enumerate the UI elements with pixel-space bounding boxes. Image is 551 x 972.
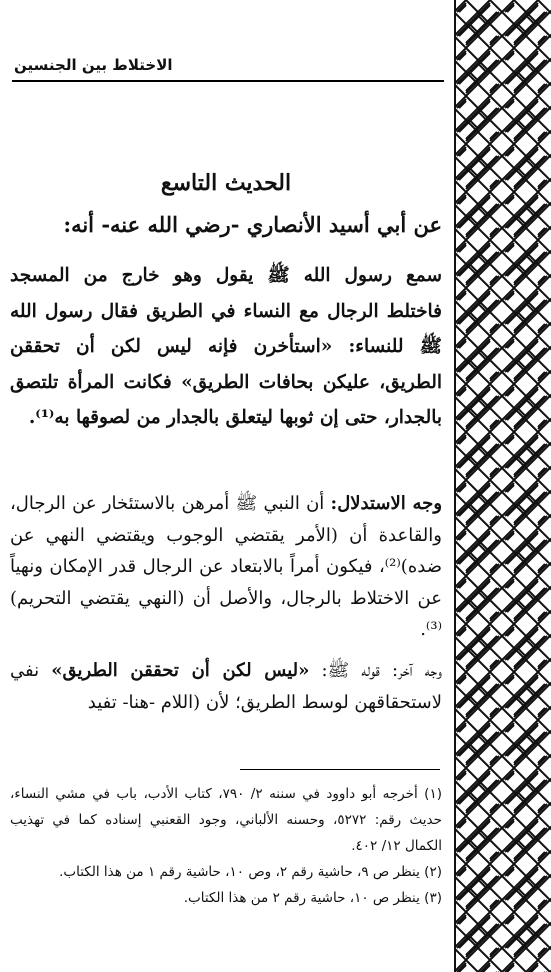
chapter-title: الحديث التاسع — [160, 170, 292, 196]
footnotes — [10, 781, 442, 911]
second-aspect-quote: «ليس لكن أن تحققن الطريق» — [51, 660, 310, 681]
header-rule — [12, 80, 444, 82]
footnote-rule — [240, 769, 440, 770]
narrator-line: عن أبي أسيد الأنصاري -رضي الله عنه- أنه: — [63, 212, 442, 237]
second-aspect-lead: وجه آخر: قوله ﷺ: — [309, 660, 442, 681]
inference-paragraph — [10, 488, 442, 646]
second-aspect-body: نفي لاستحقاقهن لوسط الطريق؛ لأن (اللام -هنا- تفيد — [10, 660, 442, 713]
footnote-3: (٣) ينظر ص ١٠، حاشية رقم ٢ من هذا الكتاب. — [183, 890, 442, 906]
inference-body: أن النبي ﷺ أمرهن بالاستئخار عن الرجال، والقاعدة أن (الأمر يقتضي الوجوب ويقتضي النهي عن ضده)⁽²⁾، فيكون أمراً بالابتعاد عن الرجال قدر الإمكان ونهياً عن الاختلاط بالرجال، والأصل أن (النهي يقتضي التحريم)⁽³⁾. — [10, 493, 442, 640]
knot-pattern-icon — [454, 0, 551, 972]
second-aspect-paragraph — [10, 655, 442, 718]
decorative-border — [454, 0, 551, 972]
footnote-2: (٢) ينظر ص ٩، حاشية رقم ٢، وص ١٠، حاشية رقم ١ من هذا الكتاب. — [59, 864, 442, 880]
running-header-text: الاختلاط بين الجنسين — [14, 56, 173, 74]
footnote-1: (١) أخرجه أبو داوود في سننه ٢/ ٧٩٠، كتاب الأدب، باب في مشي النساء، حديث رقم: ٥٢٧٢، وحسنه الألباني، وجود القعنبي إسناده كما في تهذيب الكمال ١٢/ ٤٠٢. — [10, 786, 442, 854]
running-header — [14, 56, 414, 74]
hadith-text: سمع رسول الله ﷺ يقول وهو خارج من المسجد فاختلط الرجال مع النساء في الطريق فقال رسول الله ﷺ للنساء: «استأخرن فإنه ليس لكن أن تحققن الطريق، عليكن بحافات الطريق» فكانت المرأة تلتصق بالجدار، حتى إن ثوبها ليتعلق بالجدار من لصوقها به⁽¹⁾. — [10, 265, 442, 428]
inference-lead: وجه الاستدلال: — [330, 493, 443, 514]
